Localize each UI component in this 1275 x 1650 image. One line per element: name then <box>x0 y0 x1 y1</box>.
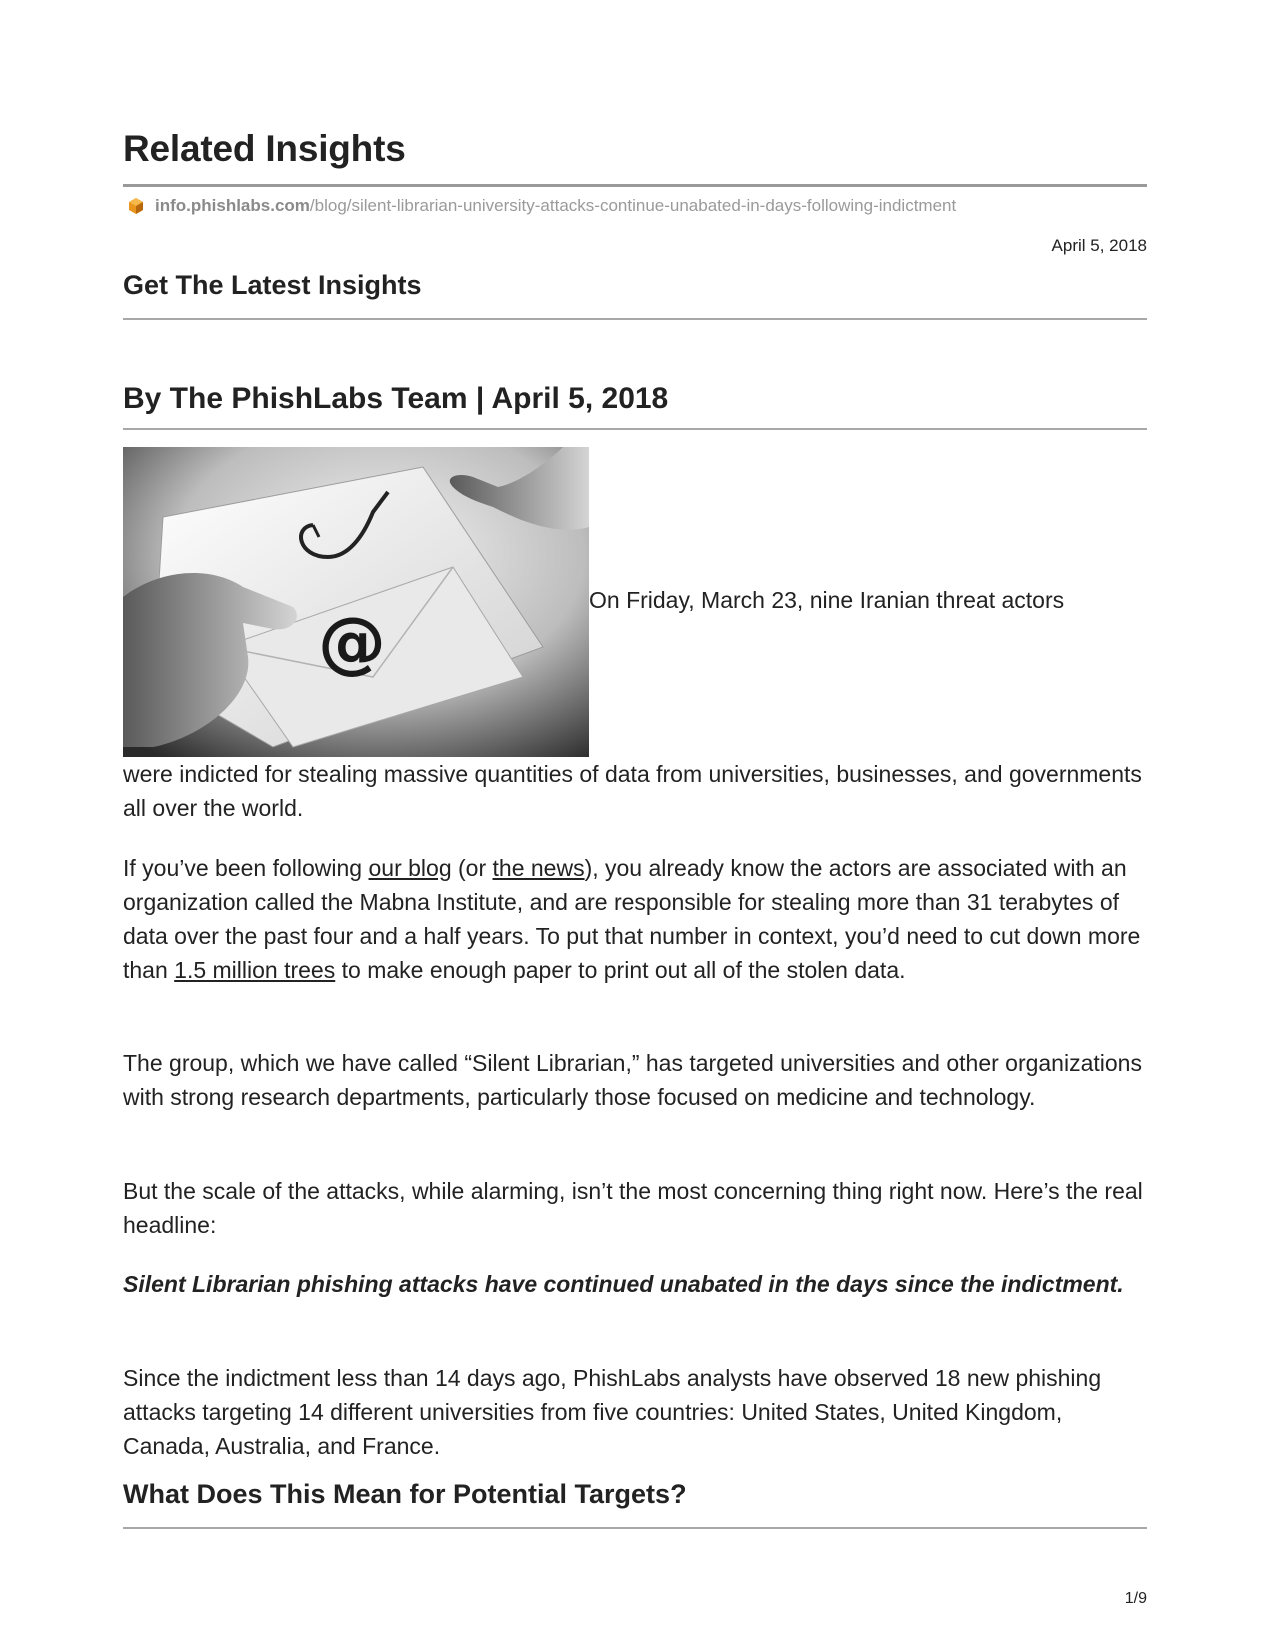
svg-text:@: @ <box>318 603 386 682</box>
million-trees-link[interactable]: 1.5 million trees <box>174 957 336 983</box>
intro-inline-text: On Friday, March 23, nine Iranian threat actors <box>589 587 1065 613</box>
our-blog-link[interactable]: our blog <box>368 855 452 881</box>
targets-divider <box>123 1527 1147 1529</box>
phishlabs-favicon-icon <box>127 197 145 215</box>
title-divider <box>123 184 1147 187</box>
source-path: /blog/silent-librarian-university-attacks-continue-unabated-in-days-following-indictment <box>309 196 957 215</box>
page-number: 1/9 <box>1124 1590 1147 1607</box>
source-domain: info.phishlabs.com <box>155 196 310 215</box>
capture-date: April 5, 2018 <box>1051 236 1147 255</box>
latest-insights-divider <box>123 318 1147 320</box>
targets-subheading: What Does This Mean for Potential Targets? <box>123 1479 687 1509</box>
intro-paragraph: were indicted for stealing massive quantities of data from universities, businesses, and governments all over the world. <box>123 761 1142 821</box>
paragraph-observations: Since the indictment less than 14 days ago, PhishLabs analysts have observed 18 new phishing attacks targeting 14 different universities from five countries: United States, United Kingdom, Canada, Australia, and France. <box>123 1365 1102 1459</box>
paragraph-silent-librarian: The group, which we have called “Silent Librarian,” has targeted universities and other organizations with strong research departments, particularly those focused on medicine and technology. <box>123 1050 1142 1110</box>
byline-heading: By The PhishLabs Team | April 5, 2018 <box>123 382 669 415</box>
paragraph-scale: But the scale of the attacks, while alarming, isn’t the most concerning thing right now. Here’s the real headline: <box>123 1178 1143 1238</box>
byline-divider <box>123 428 1147 430</box>
paragraph-blog-context: If you’ve been following our blog (or the news), you already know the actors are associated with an organization called the Mabna Institute, and are responsible for stealing more than 31 terabytes of data over the past four and a half years. To put that number in context, you’d need to cut down more than 1.5 million trees to make enough paper to print out all of the stolen data. <box>123 855 1141 983</box>
the-news-link[interactable]: the news <box>492 855 585 881</box>
headline-emphasis: Silent Librarian phishing attacks have continued unabated in the days since the indictment. <box>123 1271 1124 1297</box>
page-title: Related Insights <box>123 128 406 169</box>
article-hero-image <box>123 447 589 757</box>
phishing-envelope-illustration <box>123 447 589 757</box>
source-url[interactable] <box>127 196 956 216</box>
latest-insights-heading: Get The Latest Insights <box>123 270 422 300</box>
